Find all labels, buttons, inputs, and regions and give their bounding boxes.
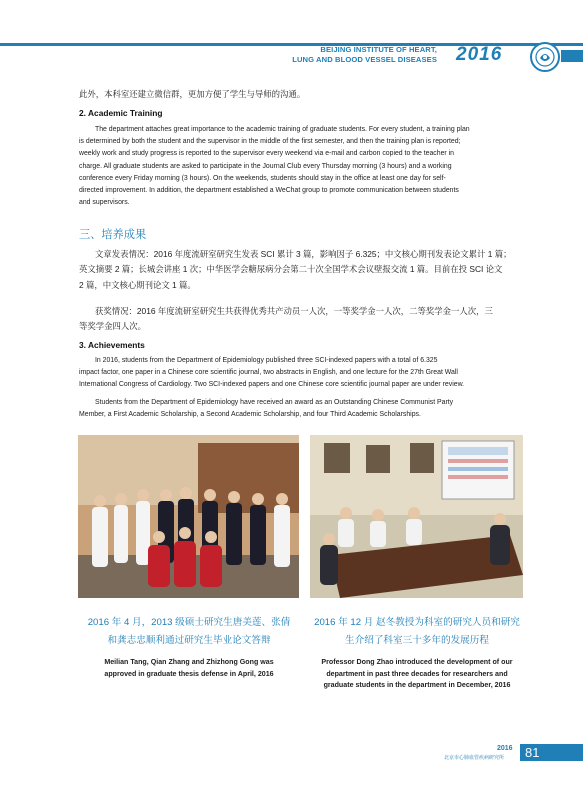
text-line: is determined by both the student and the supervisor in the middle of the first semester, and then the training plan is reported; <box>79 138 461 146</box>
header-institute <box>292 45 437 65</box>
meeting-photo <box>310 435 523 598</box>
achievements-text-2 <box>79 397 525 421</box>
achievements-title: 3. Achievements <box>79 340 145 350</box>
photo-caption-en-2 <box>306 657 528 692</box>
achievements-text-1 <box>79 355 525 392</box>
caption-line: 和龚志忠顺利通过研究生毕业论文答辩 <box>107 635 271 646</box>
text-line: 获奖情况：2016 年度流研室研究生共获得优秀共产动员一人次，一等奖学金一人次，二等奖学金一人次，三 <box>95 306 493 316</box>
academic-training-text <box>79 124 525 209</box>
caption-line: department in past three decades for researchers and <box>326 669 508 678</box>
text-line: Students from the Department of Epidemiology have received an award as an Outstanding Chinese Communist Party <box>95 399 454 406</box>
section-title: 三、培养成果 <box>79 229 147 241</box>
photo-caption-cn-1 <box>78 614 300 650</box>
text-line: and supervisors. <box>79 199 130 207</box>
header-year: 2016 <box>456 44 503 65</box>
graduation-photo <box>78 435 299 598</box>
academic-training-title: 2. Academic Training <box>79 108 163 118</box>
institute-line-1: BEIJING INSTITUTE OF HEART, <box>320 45 437 54</box>
text-line: 文章发表情况：2016 年度流研室研究生发表 SCI 累计 3 篇，影响因子 6.325；中文核心期刊发表论文累计 1 篇； <box>95 249 512 259</box>
caption-line: approved in graduate thesis defense in April, 2016 <box>104 669 274 678</box>
text-line: 2 篇，中文核心期刊论文 1 篇。 <box>79 279 196 290</box>
intro-cn-text: 此外，本科室还建立微信群，更加方便了学生与导师的沟通。 <box>79 89 306 99</box>
text-line: weekly work and study progress is reported to the supervisor every weekend via e-mail and carbon copied to the teacher in <box>79 150 454 158</box>
caption-line: graduate students in the department in December, 2016 <box>323 681 511 689</box>
caption-line: 2016 年 12 月 赵冬教授为科室的研究人员和研究 <box>314 617 520 628</box>
text-line: 英文摘要 2 篇；长城会讲座 1 次；中华医学会糖尿病分会第二十次全国学术会议壁报交流 1 篇。目前在投 SCI 论文 <box>79 264 503 275</box>
photo-caption-cn-2 <box>306 614 528 650</box>
text-line: charge. All graduate students are asked to participate in the Journal Club every Thursday morning (3 hours) and a working <box>79 162 452 170</box>
text-line: The department attaches great importance to the academic training of graduate students. For every student, a training plan <box>95 126 470 133</box>
footer-year: 2016 <box>497 745 513 752</box>
caption-line: Meilian Tang, Qian Zhang and Zhizhong Gong was <box>104 658 274 666</box>
text-line: conference every Friday morning (3 hours). On the weekends, students should stay in the office at least one day for self- <box>79 174 446 182</box>
award-cn-text <box>79 304 493 335</box>
caption-line: 2016 年 4 月，2013 级硕士研究生唐美莲、张倩 <box>87 617 291 628</box>
caption-line: Professor Dong Zhao introduced the development of our <box>321 658 513 666</box>
text-line: directed improvement. In addition, the department established a WeChat group to promote communication between students <box>79 187 459 195</box>
publication-cn-text <box>79 247 511 293</box>
caption-line: 生介绍了科室三十多年的发展历程 <box>345 635 489 646</box>
text-line: impact factor, one paper in a Chinese core scientific journal, two abstracts in English, and one lecture for the 27th Great Wall <box>79 369 458 377</box>
institute-logo-icon <box>530 42 560 72</box>
text-line: Member, a First Academic Scholarship, a Second Academic Scholarship, and four Third Academic Scholarships. <box>79 411 421 419</box>
text-line: International Congress of Cardiology. Two SCI-indexed papers and one Chinese core scientific journal paper are under review. <box>79 381 465 389</box>
header-tab <box>561 50 583 62</box>
institute-line-2: LUNG AND BLOOD VESSEL DISEASES <box>292 55 437 64</box>
photo-caption-en-1 <box>78 657 300 680</box>
text-line: 等奖学金四人次。 <box>79 321 146 332</box>
footer-subtitle: 北京市心肺血管疾病研究所 <box>444 755 505 761</box>
text-line: In 2016, students from the Department of Epidemiology published three SCI-indexed papers with a total of 6.325 <box>95 357 438 364</box>
page-number: 81 <box>525 745 540 760</box>
